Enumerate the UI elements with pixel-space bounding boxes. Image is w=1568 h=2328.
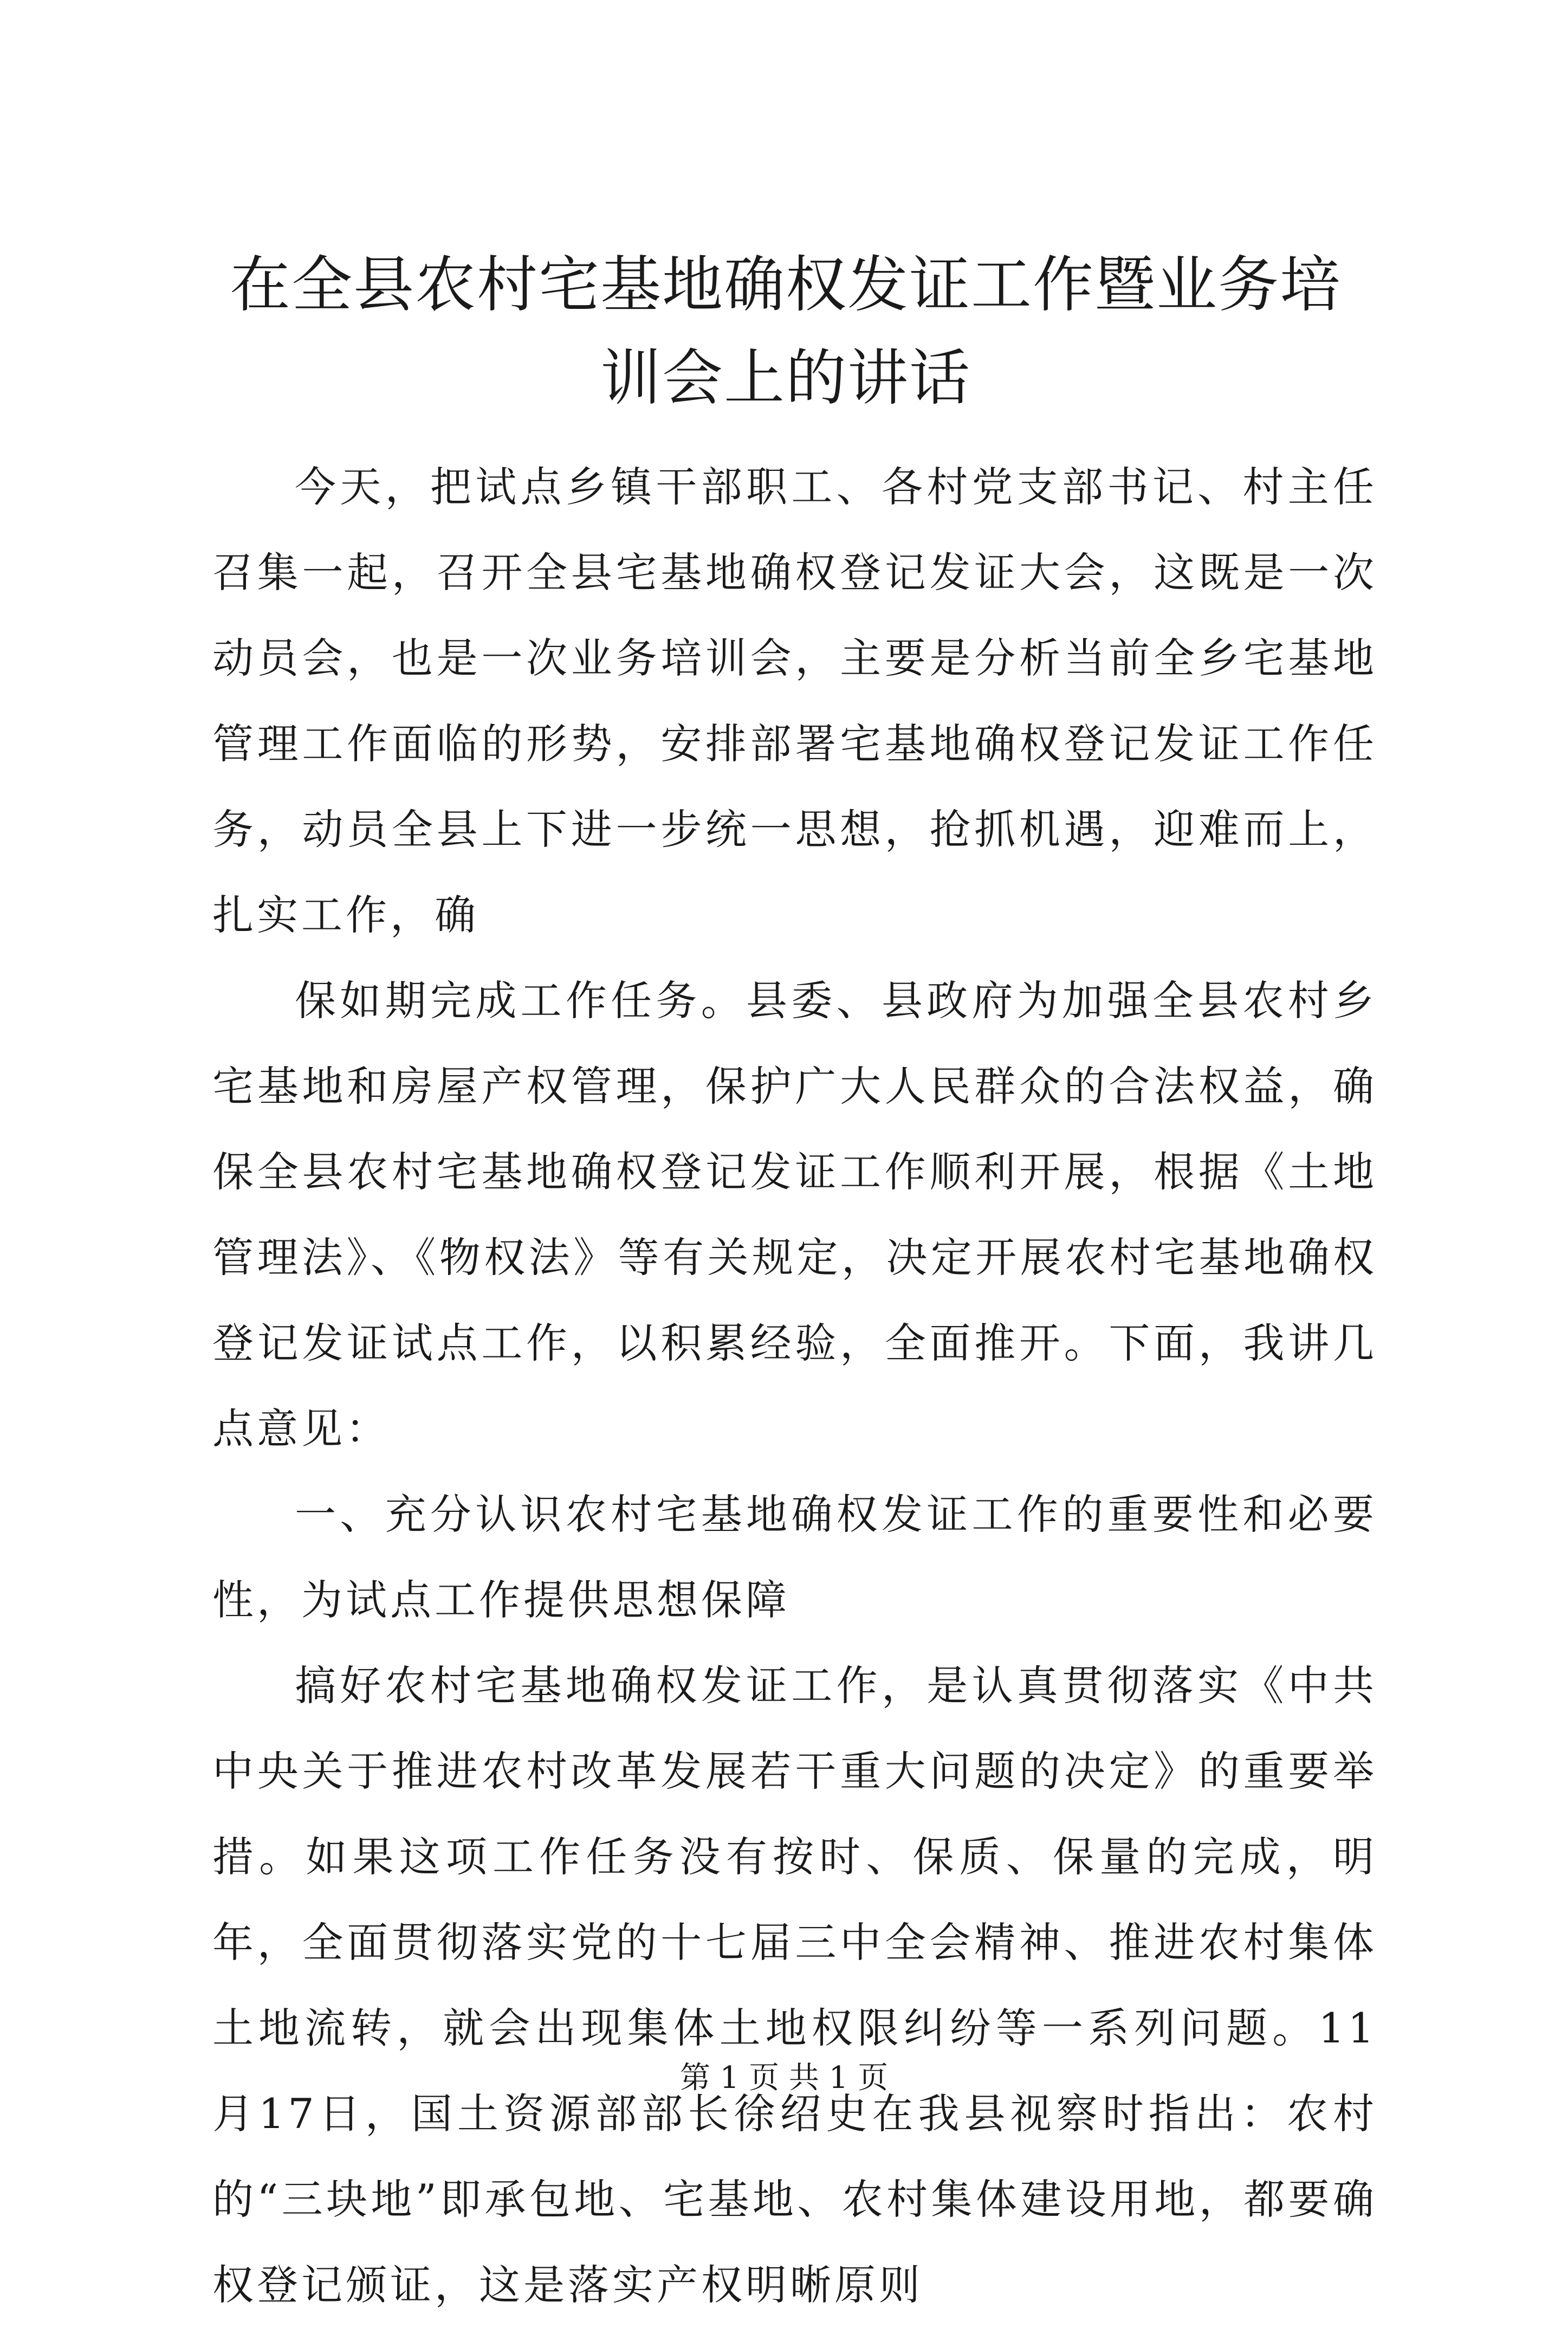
paragraph-intro: 今天，把试点乡镇干部职工、各村党支部书记、村主任召集一起，召开全县宅基地确权登记发证大会，这既是一次动员会，也是一次业务培训会，主要是分析当前全乡宅基地管理工作面临的形势，安排部署宅基地确权登记发证工作任务，动员全县上下进一步统一思想，抢抓机遇，迎难而上，扎实工作，确: [212, 463, 1377, 939]
paragraph-purpose: 保如期完成工作任务。县委、县政府为加强全县农村乡宅基地和房屋产权管理，保护广大人民群众的合法权益，确保全县农村宅基地确权登记发证工作顺利开展，根据《土地管理法》、《物权法》等有关规定，决定开展农村宅基地确权登记发证试点工作，以积累经验，全面推开。下面，我讲几点意见：: [212, 977, 1377, 1453]
section-heading-1: 一、充分认识农村宅基地确权发证工作的重要性和必要性，为试点工作提供思想保障: [212, 1490, 1377, 1624]
document-title: 在全县农村宅基地确权发证工作暨业务培训会上的讲话: [230, 250, 1342, 413]
paragraph-importance: 搞好农村宅基地确权发证工作，是认真贯彻落实《中共中央关于推进农村改革发展若干重大问题的决定》的重要举措。如果这项工作任务没有按时、保质、保量的完成，明年，全面贯彻落实党的十七届三中全会精神、推进农村集体土地流转，就会出现集体土地权限纠纷等一系列问题。11月17日，国土资源部部长徐绍史在我县视察时指出：农村的“三块地”即承包地、宅基地、农村集体建设用地，都要确权登记颁证，这是落实产权明晰原则: [212, 1661, 1377, 2309]
page-footer: 第 1 页 共 1 页: [679, 2060, 889, 2096]
document-body: [212, 444, 1377, 2328]
